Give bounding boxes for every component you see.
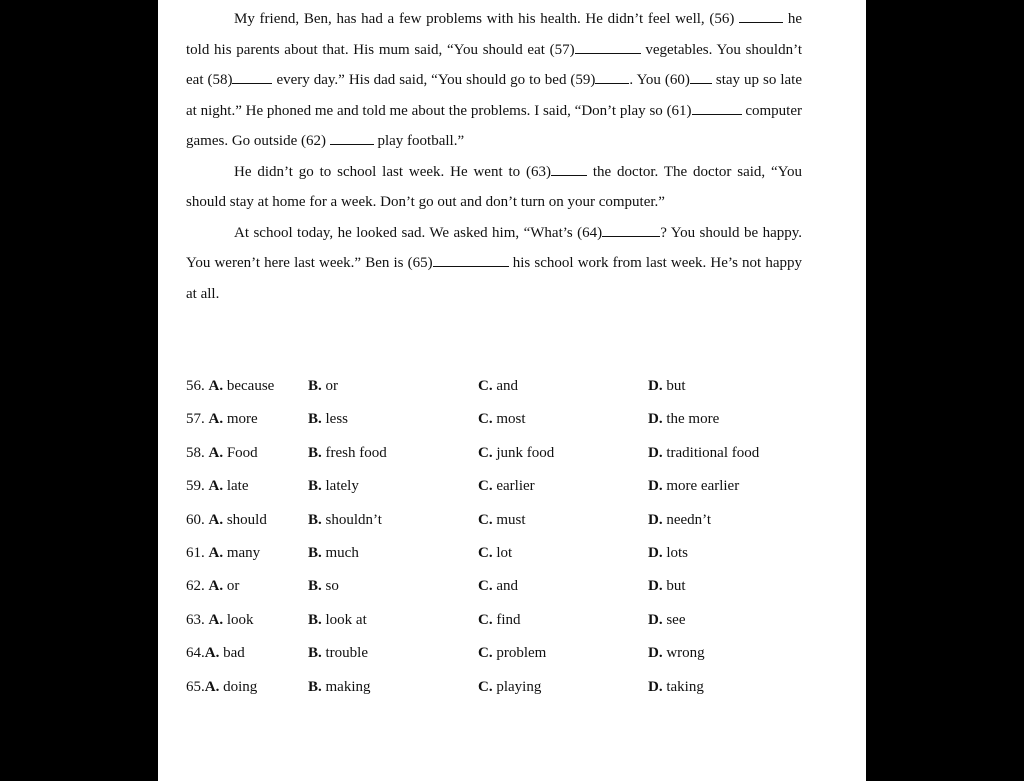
option-a[interactable]: 60. A. should [186, 511, 267, 528]
paragraph-1: My friend, Ben, has had a few problems with his health. He didn’t feel well, (56) he told his parents about that. His mum said, “You should eat (57) vegetables. You shouldn’t eat (58) every day.” His dad said, “You should go to bed (59) . You (60) stay up so late at night.” He phoned me and told me about the problems. I said, “Don’t play so (61) computer games. Go outside (62) play football.” [186, 4, 802, 157]
question-row [186, 437, 826, 470]
blank-61 [692, 99, 742, 115]
blank-59 [595, 68, 629, 84]
blank-60 [690, 68, 712, 84]
option-d[interactable]: D. more earlier [648, 478, 740, 495]
question-row [186, 470, 826, 503]
blank-57 [575, 38, 641, 54]
question-row [186, 537, 826, 570]
option-c[interactable]: C. and [478, 578, 519, 595]
blank-62 [330, 129, 374, 145]
option-b[interactable]: B. shouldn’t [308, 511, 382, 528]
option-c[interactable]: C. junk food [478, 444, 555, 461]
option-a[interactable]: 62. A. or [186, 578, 240, 595]
option-a[interactable]: 59. A. late [186, 478, 249, 495]
question-row [186, 671, 826, 704]
option-b[interactable]: B. trouble [308, 645, 369, 662]
paragraph-3: At school today, he looked sad. We asked him, “What’s (64) ? You should be happy. You weren’t here last week.” Ben is (65) his school work from last week. He’s not happy at all. [186, 218, 802, 310]
option-a[interactable]: 57. A. more [186, 411, 258, 428]
option-c[interactable]: C. problem [478, 645, 547, 662]
option-c[interactable]: C. playing [478, 678, 542, 695]
option-d[interactable]: D. see [648, 611, 686, 628]
option-a[interactable]: 61. A. many [186, 544, 261, 561]
option-d[interactable]: D. needn’t [648, 511, 712, 528]
option-b[interactable]: B. much [308, 544, 359, 561]
question-row [186, 637, 826, 670]
option-c[interactable]: C. and [478, 378, 519, 394]
option-a[interactable]: 58. A. Food [186, 444, 258, 461]
option-d[interactable]: D. but [648, 378, 686, 394]
option-a[interactable]: 64.A. bad [186, 645, 245, 662]
option-a[interactable]: 65.A. doing [186, 678, 258, 695]
option-c[interactable]: C. lot [478, 544, 513, 561]
option-b[interactable]: B. or [308, 378, 339, 394]
option-d[interactable]: D. the more [648, 411, 720, 428]
blank-58 [232, 68, 272, 84]
paragraph-2: He didn’t go to school last week. He went to (63) the doctor. The doctor said, “You should stay at home for a week. Don’t go out and don’t turn on your computer.” [186, 157, 802, 218]
question-row [186, 403, 826, 436]
option-b[interactable]: B. making [308, 678, 371, 695]
option-d[interactable]: D. but [648, 578, 686, 595]
option-b[interactable]: B. fresh food [308, 444, 387, 461]
question-row [186, 370, 826, 403]
question-row [186, 504, 826, 537]
option-b[interactable]: B. lately [308, 478, 359, 495]
option-c[interactable]: C. must [478, 511, 526, 528]
question-row [186, 604, 826, 637]
option-c[interactable]: C. most [478, 411, 526, 428]
option-a[interactable]: 63. A. look [186, 611, 254, 628]
worksheet-page [158, 0, 866, 781]
option-b[interactable]: B. look at [308, 611, 367, 628]
question-row [186, 570, 826, 603]
blank-56 [739, 7, 783, 23]
reading-passage [186, 4, 802, 309]
option-c[interactable]: C. find [478, 611, 521, 628]
option-b[interactable]: B. so [308, 578, 339, 595]
option-b[interactable]: B. less [308, 411, 349, 428]
blank-64 [602, 221, 660, 237]
option-d[interactable]: D. wrong [648, 645, 705, 662]
blank-63 [551, 160, 587, 176]
answer-options [186, 370, 826, 704]
option-a[interactable]: 56. A. because [186, 378, 275, 394]
blank-65 [433, 251, 509, 267]
option-d[interactable]: D. lots [648, 544, 689, 561]
option-d[interactable]: D. taking [648, 678, 704, 695]
option-c[interactable]: C. earlier [478, 478, 535, 495]
option-d[interactable]: D. traditional food [648, 444, 760, 461]
